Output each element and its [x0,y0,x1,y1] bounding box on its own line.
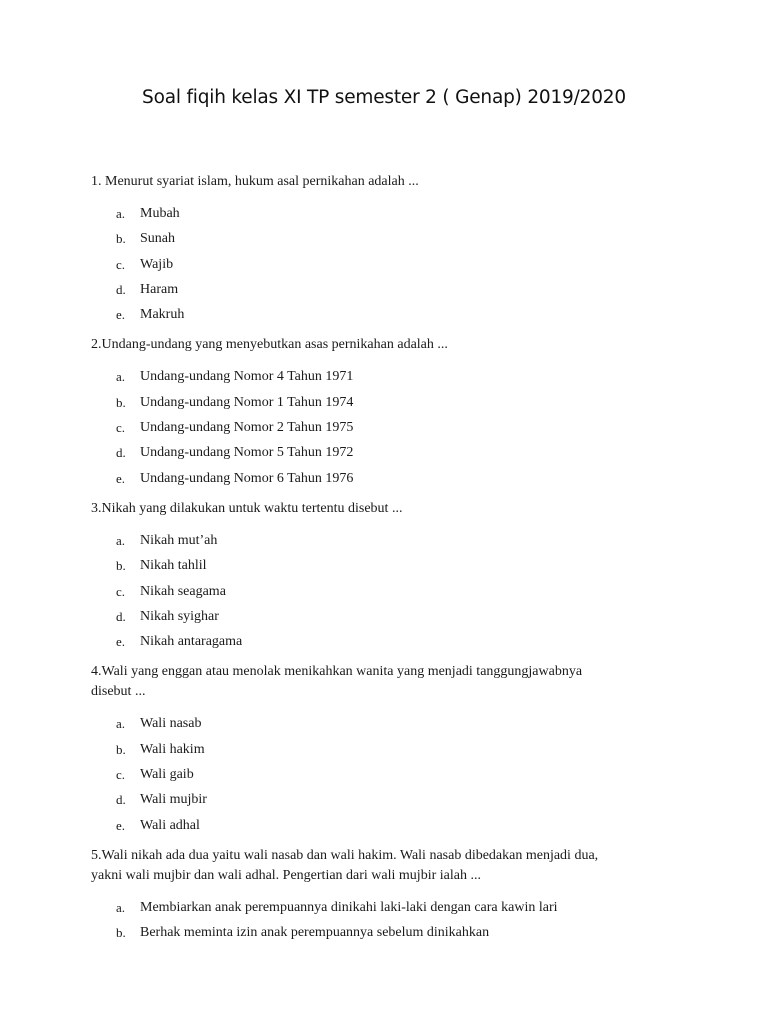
option-letter: b. [116,231,126,247]
option-text: Nikah tahlil [140,558,207,574]
option-letter: c. [116,256,126,272]
page-title: Soal fiqih kelas XI TP semester 2 ( Genap) 2019/2020 [142,87,626,108]
question-text: 2.Undang-undang yang menyebutkan asas pernikahan adalah ... [91,337,448,353]
option-letter: a. [116,369,126,385]
option-item [91,923,681,948]
option-text: Mubah [140,206,180,221]
option-item [91,556,681,581]
option-letter: d. [116,445,126,461]
option-item [91,469,681,494]
option-list [91,367,681,493]
option-text: Undang-undang Nomor 2 Tahun 1975 [140,420,354,436]
option-text: Nikah syighar [140,608,219,624]
option-text: Nikah antaragama [140,634,243,650]
option-text: Undang-undang Nomor 6 Tahun 1976 [140,470,354,486]
option-letter: e. [116,470,126,486]
option-letter: b. [116,394,126,410]
option-letter: d. [116,281,126,297]
question-1 [91,172,681,330]
option-item [91,367,681,392]
question-text: 5.Wali nikah ada dua yaitu wali nasab dan wali hakim. Wali nasab dibedakan menjadi dua, yakni wali mujbir dan wali adhal. Pengertian dari wali mujbir ialah ... [91,847,599,883]
option-letter: b. [116,741,126,757]
option-item [91,607,681,632]
question-4 [91,662,681,840]
option-text: Berhak meminta izin anak perempuannya sebelum dinikahkan [140,925,490,941]
option-letter: e. [116,634,126,650]
option-item [91,898,681,923]
option-text: Nikah mut’ah [140,532,218,548]
option-item [91,816,681,841]
option-item [91,418,681,443]
option-text: Wali hakim [140,741,205,757]
option-text: Wali adhal [140,817,200,833]
option-item [91,790,681,815]
option-text: Wali nasab [140,716,202,732]
option-text: Wajib [140,256,174,272]
question-2 [91,335,681,493]
option-letter: e. [116,817,126,833]
option-text: Wali mujbir [140,792,207,808]
question-3 [91,499,681,657]
question-text: 4.Wali yang enggan atau menolak menikahkan wanita yang menjadi tanggungjawabnya disebut ... [91,664,583,700]
question-text: 3.Nikah yang dilakukan untuk waktu tertentu disebut ... [91,500,403,516]
option-item [91,714,681,739]
option-item [91,531,681,556]
option-letter: a. [116,532,126,548]
question-text: 1. Menurut syariat islam, hukum asal pernikahan adalah ... [91,174,419,189]
option-text: Nikah seagama [140,583,226,599]
option-letter: b. [116,558,126,574]
option-letter: d. [116,608,126,624]
option-list [91,204,681,330]
option-item [91,740,681,765]
option-item [91,280,681,305]
option-item [91,443,681,468]
option-letter: c. [116,583,126,599]
option-text: Makruh [140,307,185,323]
option-letter: e. [116,307,126,323]
option-list [91,898,681,949]
option-item [91,204,681,229]
option-letter: a. [116,899,126,915]
option-letter: c. [116,767,126,783]
option-item [91,255,681,280]
option-item [91,393,681,418]
option-list [91,531,681,657]
option-letter: a. [116,716,126,732]
option-text: Sunah [140,231,175,247]
option-item [91,229,681,254]
option-item [91,305,681,330]
option-item [91,582,681,607]
option-letter: a. [116,206,126,221]
option-text: Wali gaib [140,767,194,783]
question-5 [91,846,681,949]
option-text: Haram [140,281,179,297]
option-text: Undang-undang Nomor 4 Tahun 1971 [140,369,354,385]
question-list [91,172,681,954]
option-list [91,714,681,840]
option-text: Membiarkan anak perempuannya dinikahi laki-laki dengan cara kawin lari [140,899,558,915]
option-text: Undang-undang Nomor 5 Tahun 1972 [140,445,354,461]
option-letter: c. [116,420,126,436]
option-letter: d. [116,792,126,808]
option-letter: b. [116,925,126,941]
option-item [91,765,681,790]
option-item [91,632,681,657]
option-text: Undang-undang Nomor 1 Tahun 1974 [140,394,354,410]
